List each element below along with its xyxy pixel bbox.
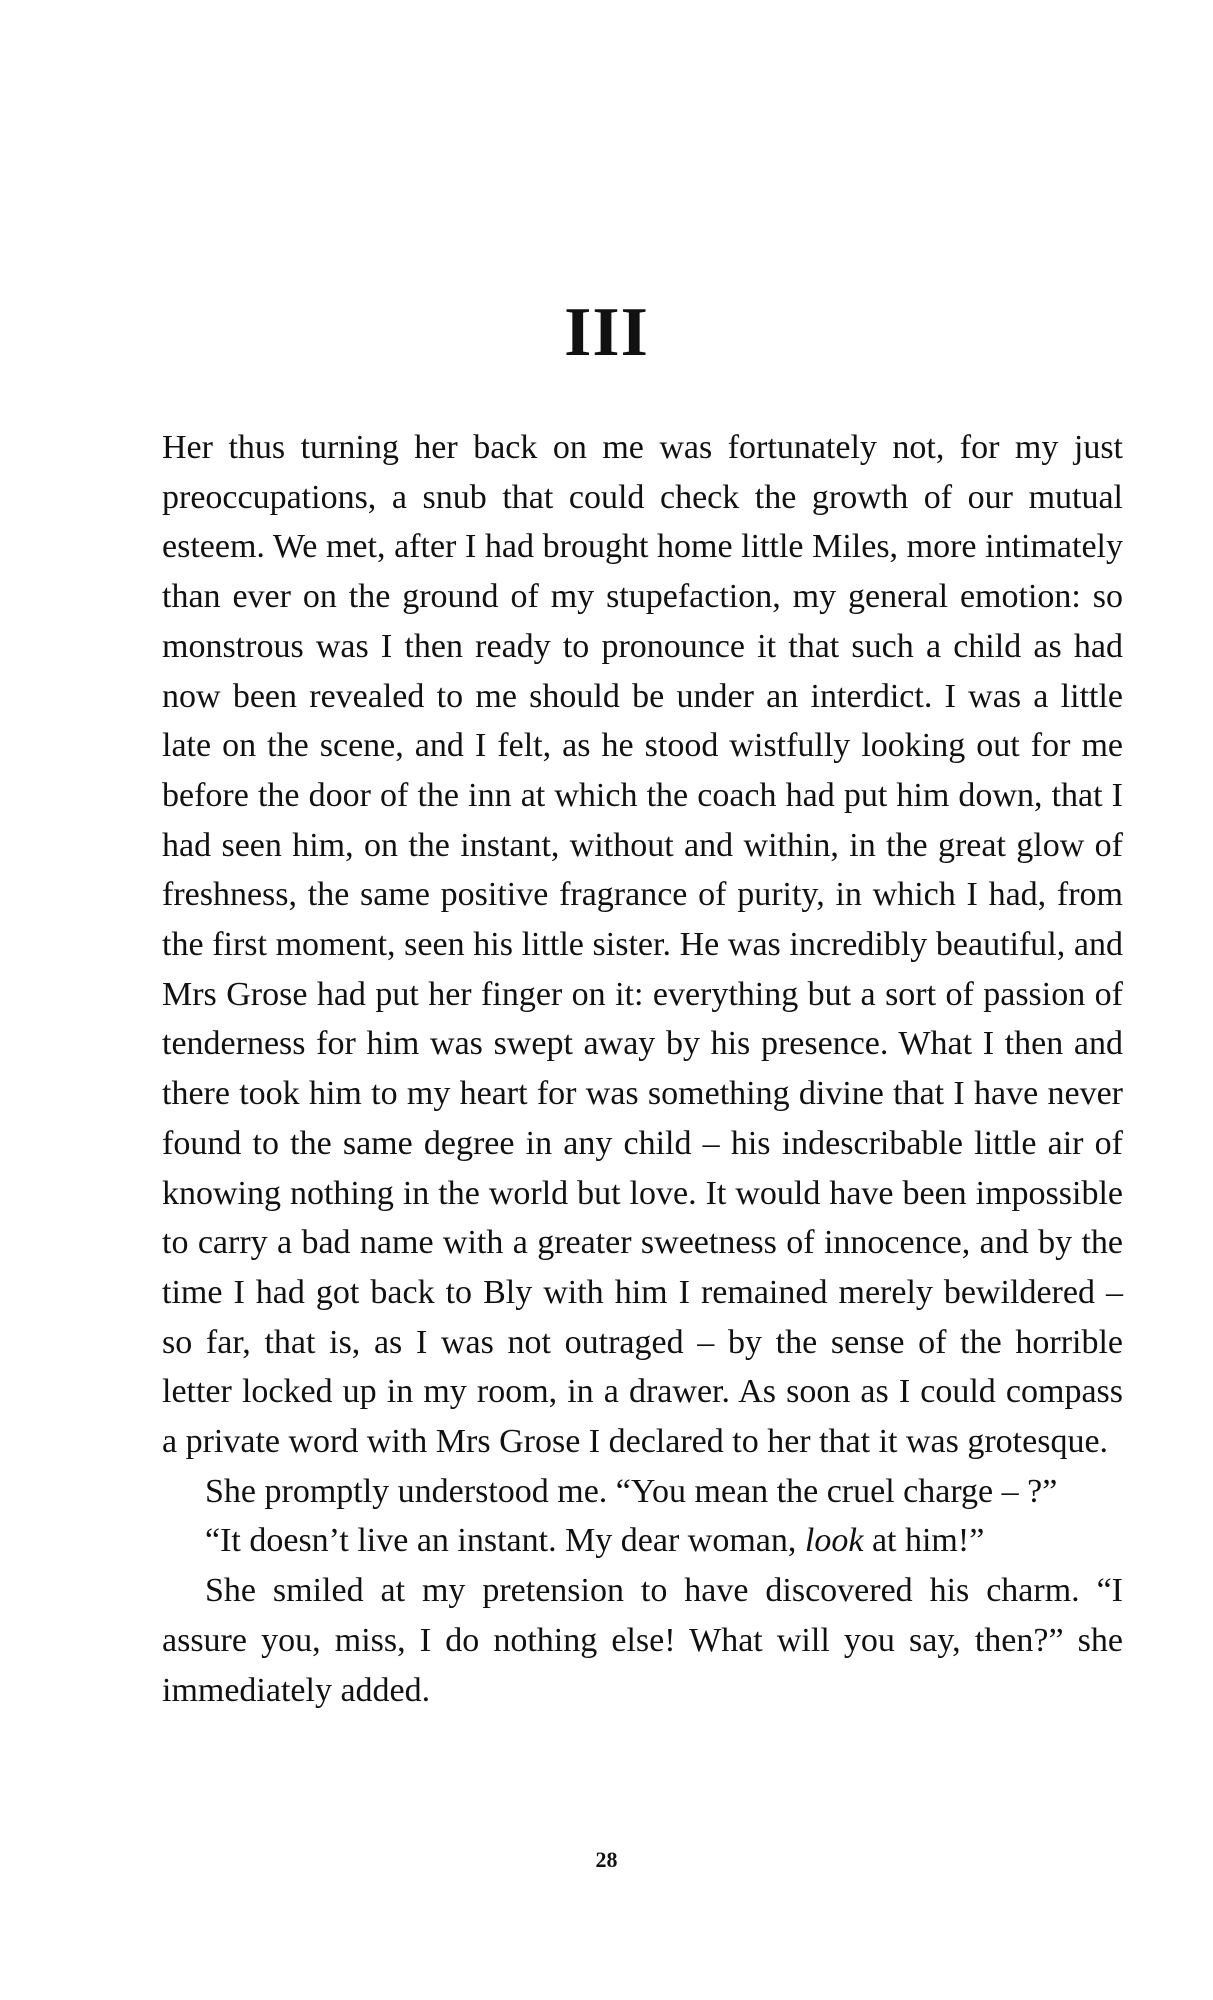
reply-line: “I assure you, miss, I do nothing else! What will you say, then?” she immediately added. xyxy=(162,1572,1123,1709)
body-text xyxy=(162,423,1123,1715)
paragraph-smile xyxy=(162,1566,1123,1715)
dialogue-text-end: at him!” xyxy=(863,1522,985,1560)
page-number: 28 xyxy=(595,1847,618,1872)
smile-line: She smiled at my pretension to have discovered his charm. xyxy=(205,1572,1080,1610)
chapter-title: III xyxy=(564,294,649,371)
dialogue-text-start: “It doesn’t live an instant. My dear woman, xyxy=(205,1522,805,1560)
dialogue-emphasis: look xyxy=(804,1522,864,1560)
paragraph-dialogue-charge: She promptly understood me. “You mean the cruel charge – ?” xyxy=(205,1472,1058,1510)
paragraph-dialogue-look xyxy=(162,1516,1123,1566)
paragraph-opening: Her thus turning her back on me was fortunately not, for my just preoccupations, a snub that could check the growth of our mutual esteem. We met, after I had brought home little Miles, more intimately than ever on the ground of my stupefaction, my general emotion: so monstrous was I then ready to pronounce it that such a child as had now been revealed to me should be under an interdict. I was a little late on the scene, and I felt, as he stood wistfully looking out for me before the door of the inn at which the coach had put him down, that I had seen him, on the instant, without and within, in the great glow of freshness, the same positive fragrance of purity, in which I had, from the first moment, seen his little sister. He was incredibly beautiful, and Mrs Grose had put her finger on it: everything but a sort of passion of tenderness for him was swept away by his presence. What I then and there took him to my heart for was something divine that I have never found to the same degree in any child – his indescribable little air of knowing nothing in the world but love. It would have been impossible to carry a bad name with a greater sweetness of innocence, and by the time I had got back to Bly with him I remained merely bewildered – so far, that is, as I was not outraged – by the sense of the horrible letter locked up in my room, in a drawer. As soon as I could compass a private word with Mrs Grose I declared to her that it was grotesque. xyxy=(162,429,1123,1461)
